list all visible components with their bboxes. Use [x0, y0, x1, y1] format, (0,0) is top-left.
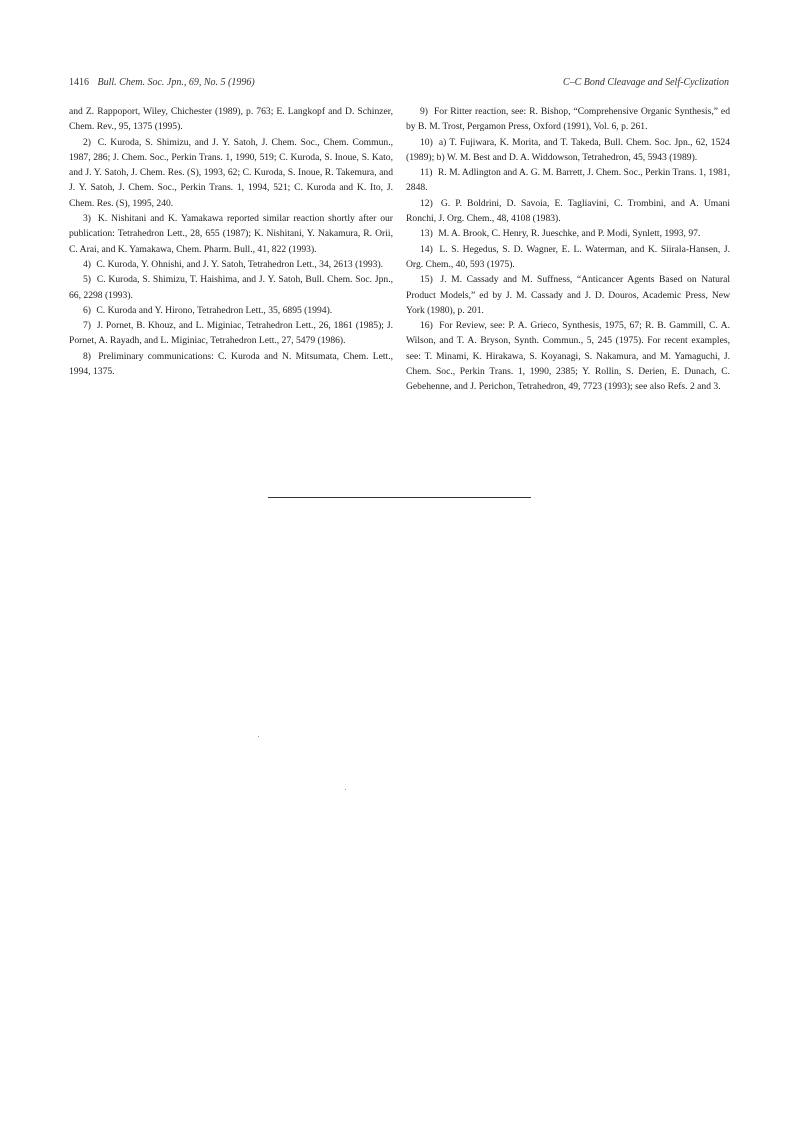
reference-item: [69, 257, 393, 272]
reference-item: [406, 318, 730, 394]
running-head-left: [69, 75, 255, 91]
reference-item: [69, 211, 393, 257]
reference-item: [406, 165, 730, 196]
reference-text: C. Kuroda, Y. Ohnishi, and J. Y. Satoh, Tetrahedron Lett., 34, 2613 (1993).: [96, 258, 384, 270]
reference-number: 3): [83, 213, 91, 225]
reference-item: [406, 242, 730, 273]
reference-item: [69, 303, 393, 318]
reference-text: C. Kuroda and Y. Hirono, Tetrahedron Lett., 35, 6895 (1994).: [96, 304, 333, 316]
reference-item: [406, 104, 730, 135]
reference-text: L. S. Hegedus, S. D. Wagner, E. L. Waterman, and K. Siirala-Hansen, J. Org. Chem., 40, 593 (1975).: [406, 243, 730, 270]
reference-number: 15): [420, 274, 433, 286]
reference-number: 13): [420, 228, 433, 240]
reference-number: 16): [420, 320, 433, 332]
reference-item: [69, 349, 393, 380]
reference-item: [406, 196, 730, 227]
reference-text: R. M. Adlington and A. G. M. Barrett, J. Chem. Soc., Perkin Trans. 1, 1981, 2848.: [406, 167, 730, 194]
running-head: [69, 75, 729, 91]
reference-item: [406, 226, 730, 241]
page-number: 1416: [69, 77, 89, 88]
end-of-article-rule: [268, 497, 531, 498]
reference-text: C. Kuroda, S. Shimizu, T. Haishima, and J. Y. Satoh, Bull. Chem. Soc. Jpn., 66, 2298 (1993).: [69, 274, 394, 301]
reference-number: 6): [83, 304, 91, 316]
reference-text: For Review, see: P. A. Grieco, Synthesis, 1975, 67; R. B. Gammill, C. A. Wilson, and T. A. Bryson, Synth. Commun., 5, 245 (1975). For recent examples, see: T. Minami, K. Hirakawa, S. Koyanagi, S. Nakamura, and M. Yamaguchi, J. Chem. Soc., Perkin Trans. 1, 1990, 2385; Y. Rollin, S. Derien, E. Dunach, C. Gebehenne, and J. Perichon, Tetrahedron, 49, 7723 (1993); see also Refs. 2 and 3.: [406, 320, 730, 393]
journal-citation: Bull. Chem. Soc. Jpn., 69, No. 5 (1996): [97, 77, 255, 88]
reference-text: G. P. Boldrini, D. Savoia, E. Tagliavini, C. Trombini, and A. Umani Ronchi, J. Org. Chem., 48, 4108 (1983).: [406, 197, 730, 225]
references-left-column: [69, 104, 393, 379]
reference-number: 10): [420, 136, 433, 148]
reference-item: [69, 318, 393, 349]
references-right-column: [406, 104, 730, 395]
reference-text: J. M. Cassady and M. Suffness, “Anticancer Agents Based on Natural Product Models,” ed by J. M. Cassady and J. D. Douros, Academic Press, New York (1980), p. 201.: [406, 274, 730, 316]
reference-text: K. Nishitani and K. Yamakawa reported similar reaction shortly after our publication: Tetrahedron Lett., 28, 655 (1987); K. Nishitani, Y. Nakamura, R. Orii, C. Arai, and K. Yamakawa, Chem. Pharm. Bull., 41, 822 (1993).: [69, 213, 393, 255]
reference-item: [69, 135, 393, 211]
article-short-title: C–C Bond Cleavage and Self-Cyclization: [562, 77, 729, 88]
reference-number: 11): [420, 167, 433, 179]
reference-text: and Z. Rappoport, Wiley, Chichester (1989), p. 763; E. Langkopf and D. Schinzer, Chem. Rev., 95, 1375 (1995).: [69, 106, 393, 133]
reference-item: [406, 272, 730, 318]
reference-text: a) T. Fujiwara, K. Morita, and T. Takeda, Bull. Chem. Soc. Jpn., 62, 1524 (1989); b) W. M. Best and D. A. Widdowson, Tetrahedron, 45, 5943 (1989).: [406, 136, 730, 163]
scan-speck: [258, 736, 259, 737]
reference-number: 7): [83, 320, 91, 332]
reference-number: 9): [420, 106, 428, 117]
scan-speck: [345, 789, 346, 790]
reference-text: C. Kuroda, S. Shimizu, and J. Y. Satoh, J. Chem. Soc., Chem. Commun., 1987, 286; J. Chem. Soc., Perkin Trans. 1, 1990, 519; C. Kuroda, S. Inoue, S. Kato, and J. Y. Satoh, J. Chem. Res. (S), 1993, 62; C. Kuroda, S. Inoue, R. Takemura, and J. Y. Satoh, J. Chem. Soc., Perkin Trans. 1, 1994, 521; C. Kuroda and K. Ito, J. Chem. Res. (S), 1995, 240.: [69, 136, 393, 209]
reference-item: [406, 135, 730, 166]
reference-number: 12): [420, 197, 433, 209]
reference-number: 4): [83, 258, 91, 270]
reference-text: M. A. Brook, C. Henry, R. Jueschke, and P. Modi, Synlett, 1993, 97.: [438, 228, 701, 240]
reference-item: [69, 272, 393, 303]
reference-number: 5): [83, 274, 91, 286]
reference-number: 14): [420, 243, 433, 255]
reference-item: [69, 104, 393, 135]
reference-text: For Ritter reaction, see: R. Bishop, “Comprehensive Organic Synthesis,” ed by B. M. Trost, Pergamon Press, Oxford (1991), Vol. 6, p. 261.: [406, 106, 730, 133]
reference-text: J. Pornet, B. Khouz, and L. Miginiac, Tetrahedron Lett., 26, 1861 (1985); J. Pornet, A. Rayadh, and L. Miginiac, Tetrahedron Lett., 27, 5479 (1986).: [69, 320, 393, 347]
reference-number: 2): [83, 136, 91, 148]
reference-number: 8): [83, 350, 91, 362]
reference-text: Preliminary communications: C. Kuroda and N. Mitsumata, Chem. Lett., 1994, 1375.: [69, 350, 393, 378]
